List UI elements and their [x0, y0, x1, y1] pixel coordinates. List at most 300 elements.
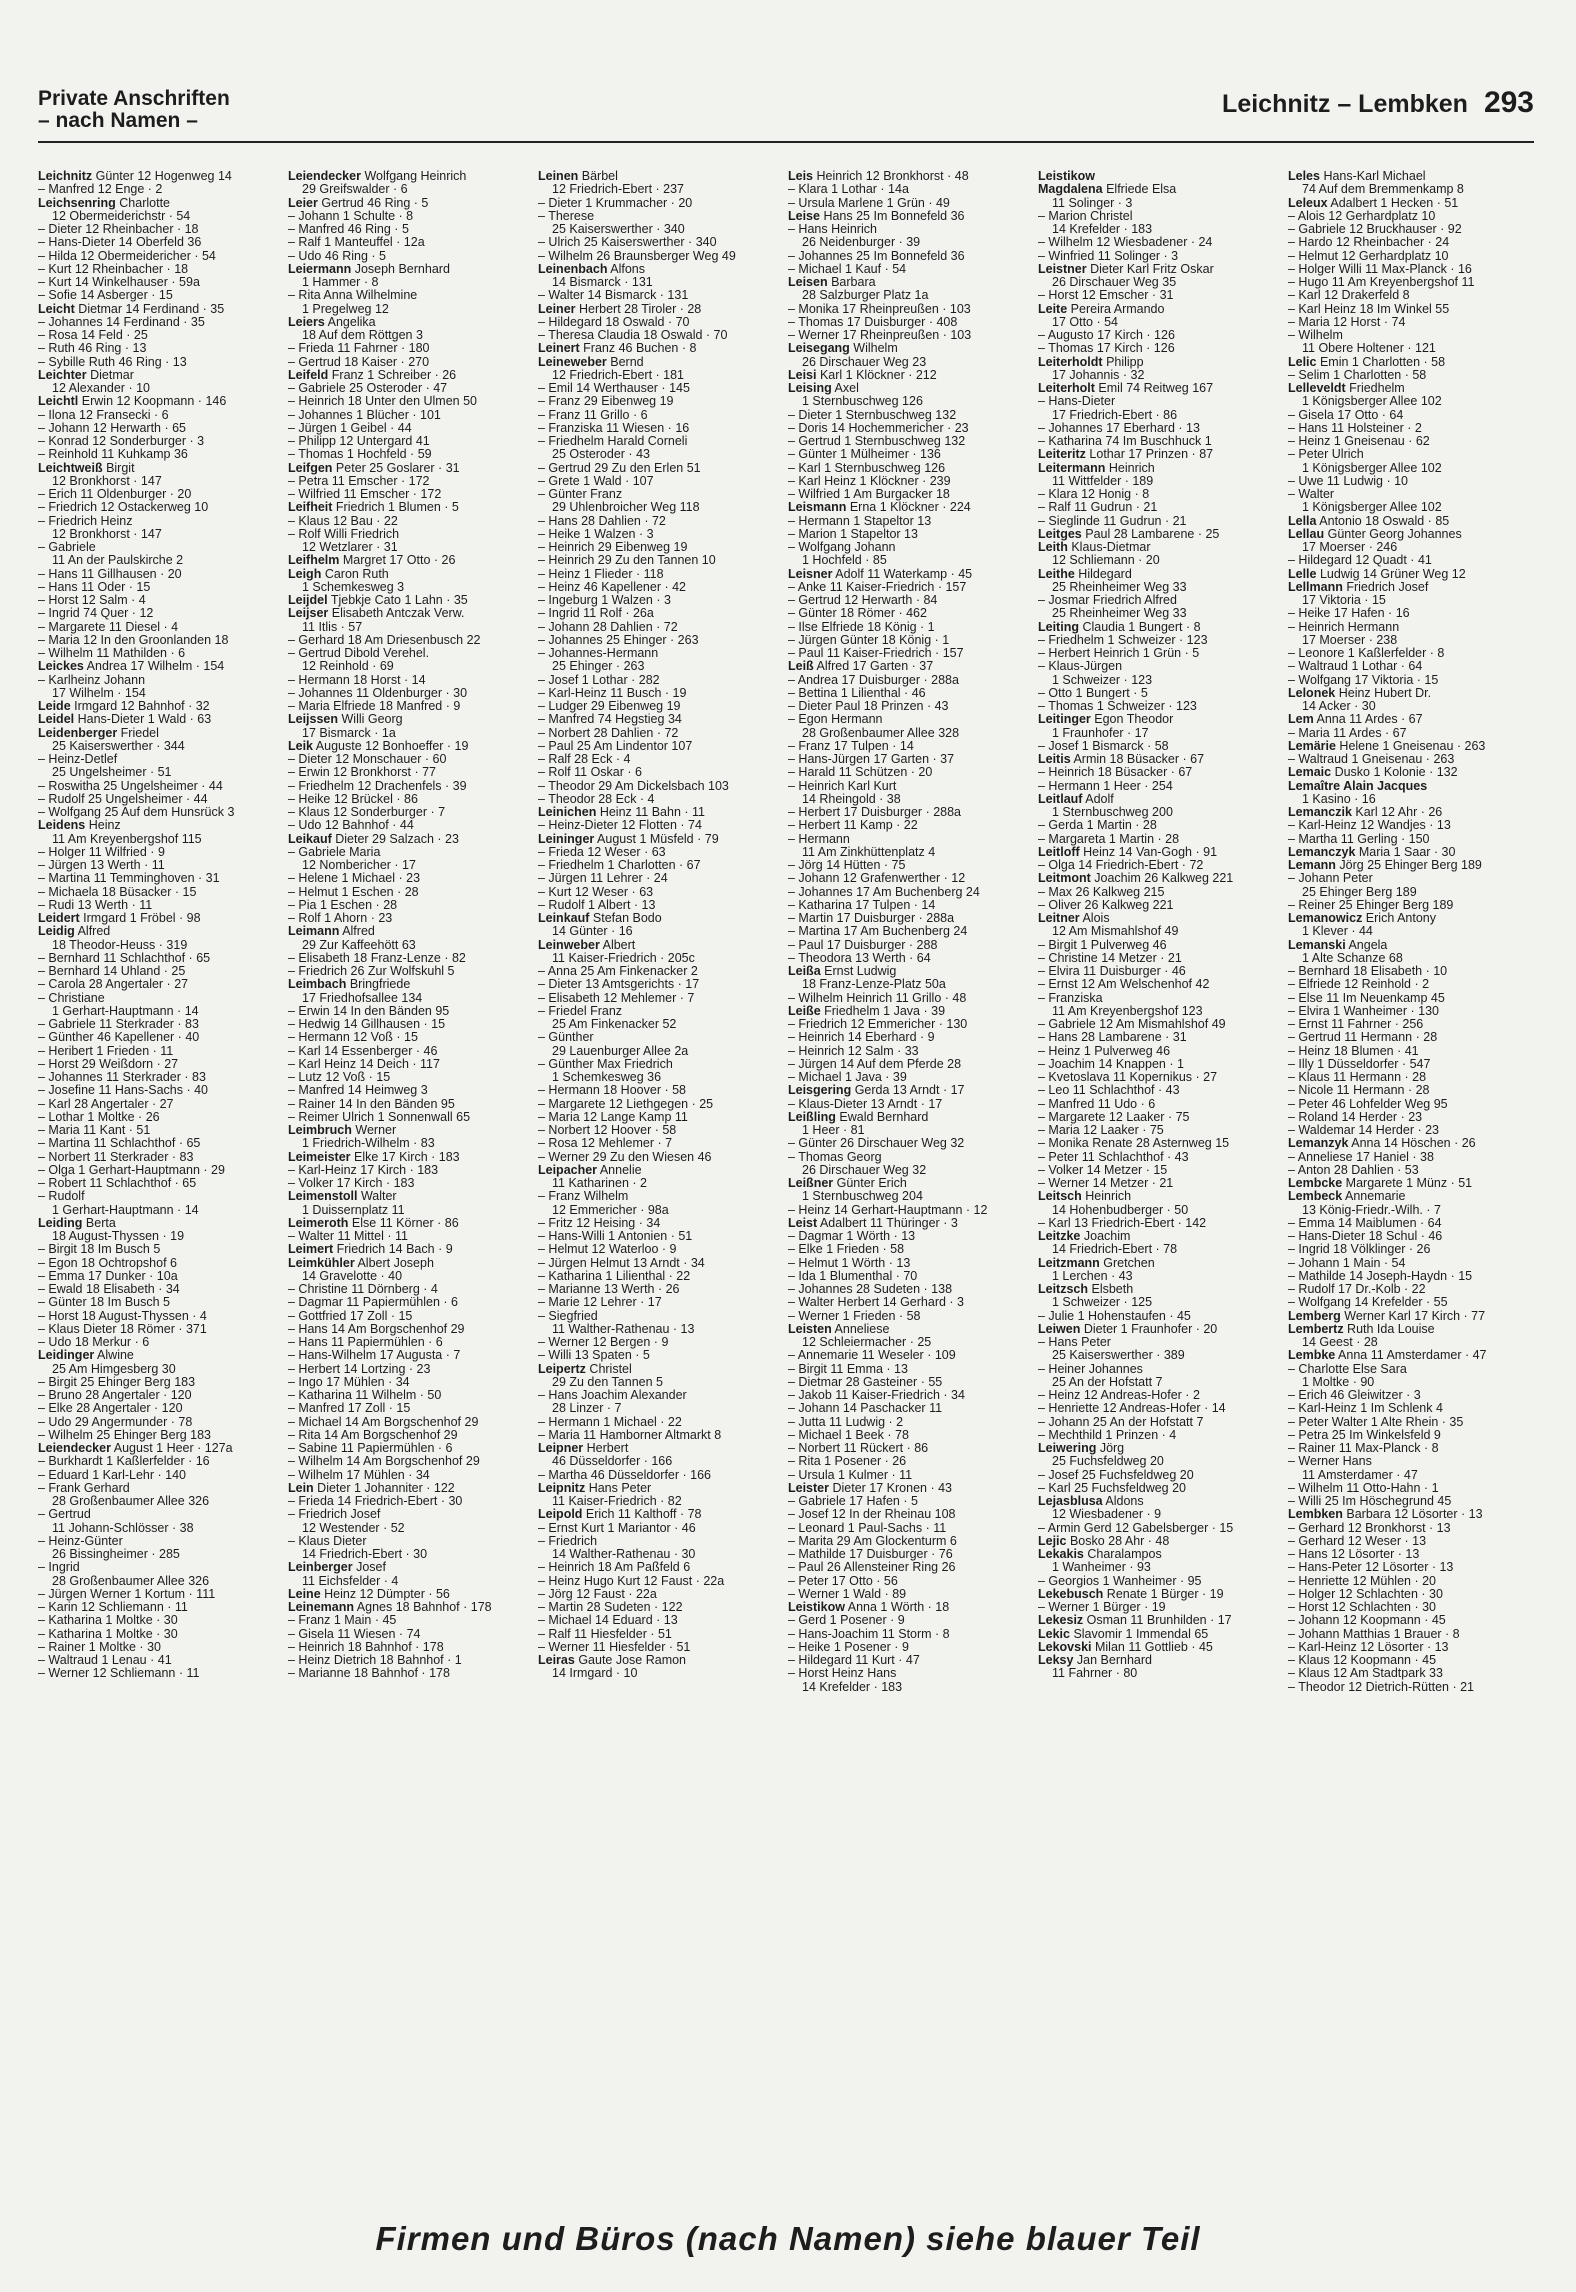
directory-entry: 12 Alexander · 10 [52, 382, 150, 395]
directory-entry: – Friedhelm 1 Charlotten · 67 [538, 859, 701, 872]
directory-entry: – Josef 25 Fuchsfeldweg 20 [1038, 1468, 1194, 1482]
directory-entry: 1 Hammer · 8 [302, 276, 379, 289]
directory-entry: Leidens Heinz [38, 819, 121, 833]
directory-entry: 25 Ehinger Berg 189 [1302, 885, 1417, 899]
directory-entry: – Hildegard 18 Oswald · 70 [538, 315, 690, 329]
directory-entry: – Jörg 14 Hütten · 75 [788, 859, 906, 872]
directory-entry: – Friedrich 12 Emmericher · 130 [788, 1018, 968, 1031]
directory-entry: – Johannes 25 Im Bonnefeld 36 [788, 249, 965, 263]
directory-entry: – Karl-Heinz 1 Im Schlenk 4 [1288, 1402, 1443, 1416]
directory-entry: Leisen Barbara [788, 276, 876, 289]
directory-entry: – Franz 1 Main · 45 [288, 1614, 397, 1628]
directory-entry: – Hans 28 Lambarene · 31 [1038, 1031, 1187, 1045]
directory-entry: – Siegfried [538, 1309, 598, 1323]
directory-entry: – Theresa Claudia 18 Oswald · 70 [538, 329, 728, 342]
directory-entry: – Klara 12 Honig · 8 [1038, 488, 1150, 501]
directory-entry: 11 An der Paulskirche 2 [52, 554, 184, 568]
directory-entry: 46 Düsseldorfer · 166 [552, 1455, 673, 1469]
directory-entry: 1 Alte Schanze 68 [1302, 951, 1403, 965]
directory-entry: Leigh Caron Ruth [288, 567, 389, 581]
directory-entry: – Ursula Marlene 1 Grün · 49 [788, 196, 950, 210]
directory-entry: 1 Hochfeld · 85 [802, 554, 887, 568]
directory-entry: – Hans-Dieter 14 Oberfeld 36 [38, 236, 202, 250]
directory-entry: – Dieter 12 Rheinbacher · 18 [38, 223, 199, 236]
directory-entry: – Andrea 17 Duisburger · 288a [788, 673, 959, 687]
directory-entry: Leiße Friedhelm 1 Java · 39 [788, 1004, 946, 1018]
directory-entry: – Gisela 17 Otto · 64 [1288, 408, 1404, 422]
directory-entry: – Uwe 11 Ludwig · 10 [1288, 474, 1408, 488]
directory-entry: – Kurt 12 Weser · 63 [538, 885, 654, 899]
directory-entry: – Dagmar 1 Wörth · 13 [788, 1230, 916, 1243]
directory-entry: 11 Am Kreyenbergshof 115 [52, 832, 202, 846]
directory-entry: Lembcke Margarete 1 Münz · 51 [1288, 1177, 1473, 1190]
directory-entry: 12 Am Mismahlshof 49 [1052, 925, 1179, 939]
directory-entry: – Wilfried 1 Am Burgacker 18 [788, 488, 950, 501]
directory-entry: 26 Dirschauer Weg 35 [1052, 276, 1177, 289]
directory-entry: Leiwering Jörg [1038, 1442, 1125, 1455]
directory-entry: – Peter Walter 1 Alte Rhein · 35 [1288, 1415, 1464, 1429]
directory-entry: Leifeld Franz 1 Schreiber · 26 [288, 368, 457, 382]
directory-entry: – Ilse Elfriede 18 König · 1 [788, 620, 935, 634]
directory-entry: – Dagmar 11 Papiermühlen · 6 [288, 1296, 458, 1310]
directory-entry: – Werner 12 Bergen · 9 [538, 1336, 669, 1349]
directory-entry: – Hermann [788, 832, 850, 846]
directory-entry: – Birgit 25 Ehinger Berg 183 [38, 1375, 196, 1389]
directory-entry: Leimbach Bringfriede [288, 978, 411, 992]
directory-entry: Leitner Alois [1038, 912, 1110, 925]
directory-entry: – Johann 1 Main · 54 [1288, 1256, 1406, 1270]
directory-entry: – Hans-Dieter 18 Schul · 46 [1288, 1230, 1443, 1243]
directory-entry: 74 Auf dem Bremmenkamp 8 [1302, 183, 1464, 197]
directory-entry: 28 Großenbaumer Allee 328 [802, 726, 960, 740]
directory-entry: – Wolfgang 25 Auf dem Hunsrück 3 [38, 806, 235, 819]
directory-entry: – Fritz 12 Heising · 34 [538, 1216, 661, 1230]
directory-entry: – Karl 25 Fuchsfeldweg 20 [1038, 1481, 1187, 1495]
directory-entry: Lelonek Heinz Hubert Dr. [1288, 686, 1432, 700]
directory-entry: – Johann Peter [1288, 872, 1373, 886]
directory-entry: Leise Hans 25 Im Bonnefeld 36 [788, 209, 965, 223]
directory-entry: Leimeroth Else 11 Körner · 86 [288, 1216, 459, 1230]
directory-entry: Leisgering Gerda 13 Arndt · 17 [788, 1084, 965, 1098]
directory-entry: 25 Fuchsfeldweg 20 [1052, 1455, 1164, 1469]
directory-entry: – Heinrich 12 Salm · 33 [788, 1044, 919, 1058]
directory-entry: Leimbruch Werner [288, 1124, 397, 1137]
directory-entry: – Michael 1 Beek · 78 [788, 1428, 909, 1442]
directory-entry: 29 Zur Kaffeehött 63 [302, 938, 416, 952]
directory-entry: – Jakob 11 Kaiser-Friedrich · 34 [788, 1389, 965, 1402]
directory-entry: – Friedel Franz [538, 1004, 623, 1018]
directory-entry: – Johann 12 Koopmann · 45 [1288, 1614, 1446, 1628]
directory-entry: – Rainer 1 Moltke · 30 [38, 1640, 161, 1654]
directory-entry: 17 Moerser · 238 [1302, 633, 1398, 647]
directory-entry: Lembertz Ruth Ida Louise [1288, 1322, 1435, 1336]
header-rule [38, 141, 1534, 143]
directory-entry: 17 Friedrich-Ebert · 86 [1052, 408, 1178, 422]
page-header [38, 88, 1534, 142]
directory-entry: – Dieter 12 Monschauer · 60 [288, 753, 447, 766]
directory-entry: 11 Walther-Rathenau · 13 [552, 1322, 695, 1336]
directory-entry: 1 Königsberger Allee 102 [1302, 461, 1442, 475]
directory-entry: – Heinz-Dieter 12 Flotten · 74 [538, 819, 702, 833]
directory-entry: 11 Johann-Schlösser · 38 [52, 1521, 194, 1535]
directory-entry: – Rolf 11 Oskar · 6 [538, 766, 642, 780]
directory-entry: Leite Pereira Armando [1038, 302, 1165, 316]
directory-entry: – Reinhold 11 Kuhkamp 36 [38, 448, 188, 462]
directory-entry: – Johannes 11 Sterkrader · 83 [38, 1071, 206, 1084]
directory-entry: – Christine 11 Dörnberg · 4 [288, 1283, 438, 1296]
directory-entry: – Hedwig 14 Gillhausen · 15 [288, 1018, 446, 1031]
directory-entry: – Manfred 11 Udo · 6 [1038, 1097, 1156, 1111]
directory-entry: – Margarete 12 Laaker · 75 [1038, 1110, 1190, 1124]
directory-entry: – Thomas 1 Schweizer · 123 [1038, 700, 1197, 713]
directory-entry: – Dieter 13 Amtsgerichts · 17 [538, 978, 700, 992]
directory-entry: Leiers Angelika [288, 315, 376, 329]
directory-entry: 11 Obere Holtener · 121 [1302, 342, 1436, 356]
directory-entry: 14 Friedrich-Ebert · 30 [302, 1548, 428, 1561]
directory-entry: Leipner Herbert [538, 1442, 629, 1455]
directory-entry: – Johann 25 An der Hofstatt 7 [1038, 1415, 1204, 1429]
page-range-heading [1222, 86, 1534, 120]
directory-entry: – Max 26 Kalkweg 215 [1038, 885, 1165, 899]
directory-entry: – Helmut 12 Gerhardplatz 10 [1288, 249, 1449, 263]
directory-entry: – Gottfried 17 Zoll · 15 [288, 1309, 413, 1323]
directory-entry: – Hans 14 Am Borgschenhof 29 [288, 1322, 465, 1336]
directory-entry: – Karl 13 Friedrich-Ebert · 142 [1038, 1216, 1207, 1230]
directory-entry: 25 Rheinheimer Weg 33 [1052, 580, 1187, 594]
directory-entry: – Rainer 11 Max-Planck · 8 [1288, 1442, 1439, 1455]
directory-entry: – Dieter Paul 18 Prinzen · 43 [788, 700, 949, 713]
directory-entry: – Werner 14 Metzer · 21 [1038, 1177, 1174, 1190]
directory-entry: – Johannes 28 Sudeten · 138 [788, 1283, 953, 1296]
directory-entry: – Wolfgang Johann [788, 541, 896, 554]
directory-entry: – Mathilde 14 Joseph-Haydn · 15 [1288, 1269, 1473, 1283]
directory-entry: – Katharina 1 Moltke · 30 [38, 1627, 178, 1641]
directory-entry: Leisegang Wilhelm [788, 342, 898, 356]
directory-entry: – Hermann 12 Voß · 15 [288, 1031, 418, 1045]
directory-entry: – Johannes-Hermann [538, 647, 659, 660]
directory-entry: – Hans 11 Gillhausen · 20 [38, 567, 182, 581]
directory-entry: – Werner 29 Zu den Wiesen 46 [538, 1150, 712, 1164]
directory-entry: – Martin 28 Sudeten · 122 [538, 1601, 683, 1614]
directory-entry: – Anneliese 17 Haniel · 38 [1288, 1150, 1434, 1164]
directory-entry: 12 Nombericher · 17 [302, 859, 416, 872]
directory-entry: – Martina 17 Am Buchenberg 24 [788, 925, 968, 939]
directory-entry: Leiner Herbert 28 Tiroler · 28 [538, 302, 702, 316]
directory-entry: Lellau Günter Georg Johannes [1288, 527, 1462, 541]
directory-entry: – Heinz 12 Andreas-Hofer · 2 [1038, 1389, 1200, 1402]
directory-entry: – Herbert Heinrich 1 Grün · 5 [1038, 647, 1200, 660]
directory-entry: – Heiner Johannes [1038, 1362, 1143, 1376]
directory-entry: Lemaic Dusko 1 Kolonie · 132 [1288, 766, 1458, 780]
directory-entry: – Karin 12 Schliemann · 11 [38, 1601, 188, 1614]
directory-entry: Lemanowicz Erich Antony [1288, 912, 1436, 925]
directory-entry: 28 Linzer · 7 [552, 1402, 622, 1416]
directory-entry: Leide Irmgard 12 Bahnhof · 32 [38, 700, 210, 713]
directory-entry: – Hermann 1 Heer · 254 [1038, 779, 1173, 793]
directory-entry: – Hans 12 Lösorter · 13 [1288, 1548, 1420, 1561]
directory-entry: – Johann 1 Schulte · 8 [288, 209, 414, 223]
directory-entry: – Walter Herbert 14 Gerhard · 3 [788, 1296, 964, 1310]
directory-entry: – Armin Gerd 12 Gabelsberger · 15 [1038, 1521, 1234, 1535]
directory-entry: – Klaus 11 Hermann · 28 [1288, 1071, 1427, 1084]
directory-entry: – Ralf 1 Manteuffel · 12a [288, 236, 425, 250]
directory-entry: – Rolf 1 Ahorn · 23 [288, 912, 393, 925]
directory-entry: 25 Kaiserswerther · 340 [552, 223, 685, 236]
directory-entry: – Karl 1 Sternbuschweg 126 [788, 461, 946, 475]
directory-entry: – Gertrud Dibold Verehel. [288, 647, 430, 660]
directory-entry: Leitloff Heinz 14 Van-Gogh · 91 [1038, 845, 1218, 859]
directory-entry: – Klaus 12 Am Stadtpark 33 [1288, 1667, 1443, 1681]
directory-entry: – Burkhardt 1 Kaßlerfelder · 16 [38, 1455, 210, 1469]
directory-entry: – Johannes 17 Am Buchenberg 24 [788, 885, 980, 899]
directory-entry: – Sybille Ruth 46 Ring · 13 [38, 355, 187, 369]
directory-entry: – Gertrud 1 Sternbuschweg 132 [788, 435, 966, 448]
directory-entry: – Johannes 11 Oldenburger · 30 [288, 686, 468, 700]
directory-entry: – Peter 46 Lohfelder Weg 95 [1288, 1097, 1448, 1111]
directory-entry: – Paul 26 Allensteiner Ring 26 [788, 1561, 956, 1575]
directory-entry: 17 Johannis · 32 [1052, 368, 1145, 382]
directory-entry: – Marianne 18 Bahnhof · 178 [288, 1667, 450, 1681]
directory-entry: – Hans 11 Oder · 15 [38, 580, 151, 594]
directory-entry: Leleux Adalbert 1 Hecken · 51 [1288, 196, 1459, 210]
directory-entry: – Heinrich Karl Kurt [788, 779, 897, 793]
directory-entry: – Günther Max Friedrich [538, 1057, 673, 1071]
directory-entry: – Erich 11 Oldenburger · 20 [38, 488, 192, 501]
directory-entry: – Nicole 11 Hermann · 28 [1288, 1084, 1430, 1098]
directory-entry: Leinichen Heinz 11 Bahn · 11 [538, 806, 705, 819]
directory-entry: – Gerhard 12 Bronkhorst · 13 [1288, 1521, 1451, 1535]
directory-entry: Leiding Berta [38, 1216, 116, 1230]
directory-entry: – Sieglinde 11 Gudrun · 21 [1038, 514, 1187, 528]
directory-entry: – Martha 46 Düsseldorfer · 166 [538, 1468, 712, 1482]
directory-entry: – Gabriele 11 Sterkrader · 83 [38, 1018, 199, 1031]
directory-entry: – Doris 14 Hochemmericher · 23 [788, 421, 969, 435]
directory-entry: 1 Königsberger Allee 102 [1302, 395, 1442, 409]
directory-entry: 11 Am Zinkhüttenplatz 4 [802, 845, 936, 859]
directory-entry: 17 Friedhofsallee 134 [302, 991, 423, 1005]
directory-entry: – Martina 11 Temminghoven · 31 [38, 872, 220, 886]
directory-entry: – Josef 1 Lothar · 282 [538, 673, 660, 687]
directory-entry: – Roland 14 Herder · 23 [1288, 1110, 1423, 1124]
directory-entry: Leitsch Heinrich [1038, 1190, 1132, 1204]
directory-entry: – Thomas 17 Kirch · 126 [1038, 342, 1175, 356]
directory-entry: – Herbert 14 Lortzing · 23 [288, 1362, 431, 1376]
directory-entry: Leimkühler Albert Joseph [288, 1256, 434, 1270]
directory-entry: – Maria 12 Laaker · 75 [1038, 1124, 1164, 1137]
directory-entry: – Ingrid 18 Völklinger · 26 [1288, 1243, 1431, 1257]
directory-entry: 14 Geest · 28 [1302, 1336, 1378, 1349]
directory-entry: Lembken Barbara 12 Lösorter · 13 [1288, 1508, 1483, 1522]
directory-entry: – Maria Elfriede 18 Manfred · 9 [288, 700, 461, 713]
directory-entry: – Frieda 14 Friedrich-Ebert · 30 [288, 1495, 463, 1508]
directory-entry: – Hermann 1 Stapeltor 13 [788, 514, 932, 528]
directory-entry: – Hans-Joachim 11 Storm · 8 [788, 1627, 950, 1641]
directory-entry: – Egon 18 Ochtropshof 6 [38, 1256, 177, 1270]
directory-entry: Leitzmann Gretchen [1038, 1256, 1155, 1270]
directory-entry: – Michael 14 Am Borgschenhof 29 [288, 1415, 479, 1429]
directory-entry: – Maria 11 Ardes · 67 [1288, 726, 1407, 740]
directory-entry: – Helene 1 Michael · 23 [288, 872, 421, 886]
directory-entry: – Heinz 46 Kapellener · 42 [538, 580, 687, 594]
directory-entry: Leimenstoll Walter [288, 1190, 397, 1204]
directory-column-4 [788, 170, 1028, 2190]
directory-entry: 26 Dirschauer Weg 32 [802, 1163, 927, 1177]
directory-entry: – Franz 29 Eibenweg 19 [538, 395, 674, 409]
directory-entry: – Volker 14 Metzer · 15 [1038, 1163, 1168, 1177]
directory-entry: – Ingrid 11 Rolf · 26a [538, 607, 654, 621]
directory-entry: 25 Ungelsheimer · 51 [52, 766, 172, 780]
directory-entry: – Ingrid [38, 1561, 80, 1575]
directory-entry: – Maria 12 Lange Kamp 11 [538, 1110, 688, 1124]
directory-entry: 12 Friedrich-Ebert · 181 [552, 368, 685, 382]
directory-entry: – Franz Wilhelm [538, 1190, 629, 1204]
directory-entry: 26 Neidenburger · 39 [802, 236, 921, 250]
directory-entry: 12 Westender · 52 [302, 1521, 405, 1535]
directory-entry: – Günter 1 Mülheimer · 136 [788, 448, 941, 462]
directory-entry: 18 Franz-Lenze-Platz 50a [802, 978, 946, 992]
directory-entry: 14 Krefelder · 183 [1052, 223, 1153, 236]
directory-entry: Leijser Elisabeth Antczak Verw. [288, 607, 465, 621]
directory-entry: – Frank Gerhard [38, 1481, 130, 1495]
directory-entry: Leist Adalbert 11 Thüringer · 3 [788, 1216, 958, 1230]
directory-entry: – Ursula 1 Kulmer · 11 [788, 1468, 913, 1482]
directory-entry: – Frieda 11 Fahrner · 180 [288, 342, 430, 356]
directory-entry: – Johann 14 Paschacker 11 [788, 1402, 943, 1416]
directory-entry: – Norbert 28 Dahlien · 72 [538, 726, 679, 740]
directory-entry: – Emma 17 Dunker · 10a [38, 1269, 178, 1283]
directory-entry: – Manfred 14 Heimweg 3 [288, 1084, 428, 1098]
directory-entry: 11 Kaiser-Friedrich · 82 [552, 1495, 682, 1508]
directory-entry: – Grete 1 Wald · 107 [538, 474, 654, 488]
directory-entry: Leipold Erich 11 Kalthoff · 78 [538, 1508, 702, 1522]
directory-entry: 1 Schemkesweg 36 [552, 1071, 662, 1084]
directory-entry: – Karl 12 Drakerfeld 8 [1288, 289, 1410, 303]
directory-entry: – Franziska [1038, 991, 1103, 1005]
directory-entry: Leipacher Annelie [538, 1163, 642, 1177]
section-title: Private Anschriften [38, 87, 230, 110]
directory-entry: – Günter 18 Römer · 462 [788, 607, 927, 621]
directory-entry: – Hildegard 12 Quadt · 41 [1288, 554, 1432, 568]
directory-entry: 13 König-Friedr.-Wilh. · 7 [1302, 1203, 1441, 1217]
directory-entry: – Erwin 12 Bronkhorst · 77 [288, 766, 436, 780]
directory-entry: – Horst 29 Weißdorn · 27 [38, 1057, 179, 1071]
directory-entry: Magdalena Elfriede Elsa [1038, 183, 1177, 197]
directory-entry: – Herbert 11 Kamp · 22 [788, 819, 918, 833]
directory-entry: – Olga 1 Gerhart-Hauptmann · 29 [38, 1163, 225, 1177]
directory-entry: – Mathilde 17 Duisburger · 76 [788, 1548, 953, 1561]
directory-entry: Leitermann Heinrich [1038, 461, 1155, 475]
directory-entry: – Petra 11 Emscher · 172 [288, 474, 430, 488]
directory-entry: – Maria 11 Kant · 51 [38, 1124, 151, 1137]
directory-entry: – Katharina 74 Im Buschhuck 1 [1038, 435, 1212, 448]
directory-entry: 29 Greifswalder · 6 [302, 183, 408, 197]
directory-entry: – Friedhelm 1 Schweizer · 123 [1038, 633, 1208, 647]
directory-entry: – Elisabeth 18 Franz-Lenze · 82 [288, 951, 466, 965]
directory-entry: 11 Eichsfelder · 4 [302, 1574, 399, 1588]
directory-entry: – Oliver 26 Kalkweg 221 [1038, 898, 1174, 912]
directory-entry: Lemann Jörg 25 Ehinger Berg 189 [1288, 859, 1482, 872]
directory-entry: 12 Emmericher · 98a [552, 1203, 669, 1217]
directory-column-2 [288, 170, 528, 2190]
directory-entry: – Heinz-Detlef [38, 753, 118, 766]
directory-entry: Leinberger Josef [288, 1561, 386, 1575]
directory-entry: – Holger 12 Schlachten · 30 [1288, 1587, 1443, 1601]
directory-entry: Leikauf Dieter 29 Salzach · 23 [288, 832, 459, 846]
directory-entry: Leiermann Joseph Bernhard [288, 262, 450, 276]
directory-entry: Leitges Paul 28 Lambarene · 25 [1038, 527, 1220, 541]
directory-entry: – Hans-Dieter [1038, 395, 1116, 409]
directory-entry: – Dieter 1 Sternbuschweg 132 [788, 408, 957, 422]
directory-entry: Leijdel Tjebkje Cato 1 Lahn · 35 [288, 594, 468, 607]
directory-entry: – Holger 11 Wilfried · 9 [38, 845, 165, 859]
directory-entry: 12 Wiesbadener · 9 [1052, 1508, 1162, 1522]
directory-entry: Leksy Jan Bernhard [1038, 1654, 1152, 1667]
directory-entry: – Marianne 13 Werth · 26 [538, 1283, 680, 1296]
directory-entry: – Elvira 1 Wanheimer · 130 [1288, 1004, 1439, 1018]
directory-entry: 14 Acker · 30 [1302, 700, 1376, 713]
directory-entry: Leisner Adolf 11 Waterkamp · 45 [788, 567, 973, 581]
directory-entry: Leine Heinz 12 Dümpter · 56 [288, 1587, 450, 1601]
directory-entry: 18 Auf dem Röttgen 3 [302, 329, 423, 342]
directory-entry: – Robert 11 Schlachthof · 65 [38, 1177, 197, 1190]
directory-entry: – Josmar Friedrich Alfred [1038, 594, 1177, 607]
directory-entry: Leimann Alfred [288, 925, 375, 939]
directory-entry: – Illy 1 Düsseldorfer · 547 [1288, 1057, 1431, 1071]
directory-entry: – Elisabeth 12 Mehlemer · 7 [538, 991, 695, 1005]
directory-entry: – Frieda 12 Weser · 63 [538, 845, 666, 859]
directory-entry: – Georgios 1 Wanheimer · 95 [1038, 1574, 1202, 1588]
directory-entry: – Marion 1 Stapeltor 13 [788, 527, 918, 541]
directory-entry: – Margareta 1 Martin · 28 [1038, 832, 1180, 846]
directory-entry: – Henriette 12 Mühlen · 20 [1288, 1574, 1437, 1588]
directory-entry: Leichtweiß Birgit [38, 461, 135, 475]
directory-entry: – Pia 1 Eschen · 28 [288, 898, 398, 912]
directory-entry: – Horst 12 Salm · 4 [38, 594, 146, 607]
directory-entry: – Ingrid 74 Quer · 12 [38, 607, 154, 621]
directory-entry: – Peter Ulrich [1288, 448, 1364, 462]
directory-entry: – Friedrich 26 Zur Wolfskuhl 5 [288, 965, 455, 978]
directory-entry: – Carola 28 Angertaler · 27 [38, 978, 189, 992]
directory-entry: Leitinger Egon Theodor [1038, 713, 1174, 727]
directory-entry: 18 August-Thyssen · 19 [52, 1230, 185, 1243]
directory-entry: 1 Duissernplatz 11 [302, 1203, 405, 1217]
directory-entry: – Wilhelm [1288, 329, 1343, 342]
directory-entry: – Therese [538, 209, 595, 223]
directory-entry: – Annemarie 11 Weseler · 109 [788, 1349, 956, 1363]
directory-entry: – Ernst 11 Fahrner · 256 [1288, 1018, 1424, 1031]
directory-entry: – Josef 12 In der Rheinau 108 [788, 1508, 956, 1522]
directory-entry: – Herbert 17 Duisburger · 288a [788, 806, 962, 819]
directory-entry: – Karl-Heinz 11 Busch · 19 [538, 686, 687, 700]
directory-entry: – Lutz 12 Voß · 15 [288, 1071, 391, 1084]
directory-entry: – Willi 25 Im Höschegrund 45 [1288, 1495, 1452, 1508]
directory-entry: 1 Königsberger Allee 102 [1302, 501, 1442, 515]
directory-entry: – Michael 1 Java · 39 [788, 1071, 907, 1084]
directory-entry: – Josef 1 Bismarck · 58 [1038, 739, 1169, 753]
directory-entry: 12 Reinhold · 69 [302, 660, 394, 674]
directory-entry: 12 Bronkhorst · 147 [52, 527, 162, 541]
directory-entry: 1 Gerhart-Hauptmann · 14 [52, 1004, 199, 1018]
directory-entry: – Johannes 17 Eberhard · 13 [1038, 421, 1200, 435]
directory-entry: Leinemann Agnes 18 Bahnhof · 178 [288, 1601, 492, 1614]
directory-entry: – Heinrich Hermann [1288, 620, 1400, 634]
directory-entry: – Heinz-Günter [38, 1534, 123, 1548]
directory-entry: Leismann Erna 1 Klöckner · 224 [788, 501, 971, 515]
directory-entry: – Karl Heinz 14 Deich · 117 [288, 1057, 440, 1071]
directory-entry: – Klaus 12 Sonderburger · 7 [288, 806, 446, 819]
directory-entry: – Rita 1 Posener · 26 [788, 1455, 907, 1469]
directory-entry: – Heribert 1 Frieden · 11 [38, 1044, 174, 1058]
